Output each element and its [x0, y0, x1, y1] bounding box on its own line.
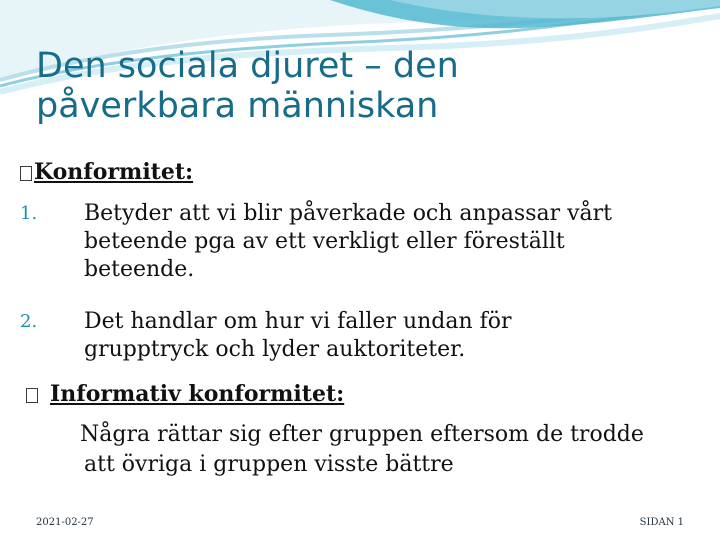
checkbox-bullet-icon	[20, 166, 32, 181]
page-title	[36, 46, 676, 126]
list-number: 2.	[20, 311, 38, 332]
list-item-line: Det handlar om hur vi faller undan för	[84, 309, 512, 334]
checkbox-bullet-icon	[26, 388, 38, 403]
paragraph-line: att övriga i gruppen visste bättre	[84, 452, 454, 477]
section-heading-text: Konformitet:	[34, 159, 194, 185]
list-item-text	[84, 308, 684, 364]
paragraph-line: Några rättar sig efter gruppen eftersom de trodde	[80, 422, 644, 447]
list-item-line: beteende pga av ett verkligt eller föreställt	[84, 229, 565, 254]
sub-heading-text: Informativ konformitet:	[50, 381, 345, 407]
list-item-text	[84, 200, 684, 284]
sub-heading	[20, 380, 344, 408]
list-item-line: grupptryck och lyder auktoriteter.	[84, 337, 466, 362]
footer-date: 2021-02-27	[36, 517, 94, 528]
title-line-2: påverkbara människan	[36, 86, 439, 126]
footer-page-number: SIDAN 1	[639, 517, 684, 528]
paragraph	[80, 420, 700, 480]
list-item-line: Betyder att vi blir påverkade och anpassar vårt	[84, 201, 613, 226]
list-number: 1.	[20, 203, 38, 224]
title-line-1: Den sociala djuret – den	[36, 46, 459, 86]
section-heading	[20, 158, 193, 186]
list-item-line: beteende.	[84, 257, 195, 282]
